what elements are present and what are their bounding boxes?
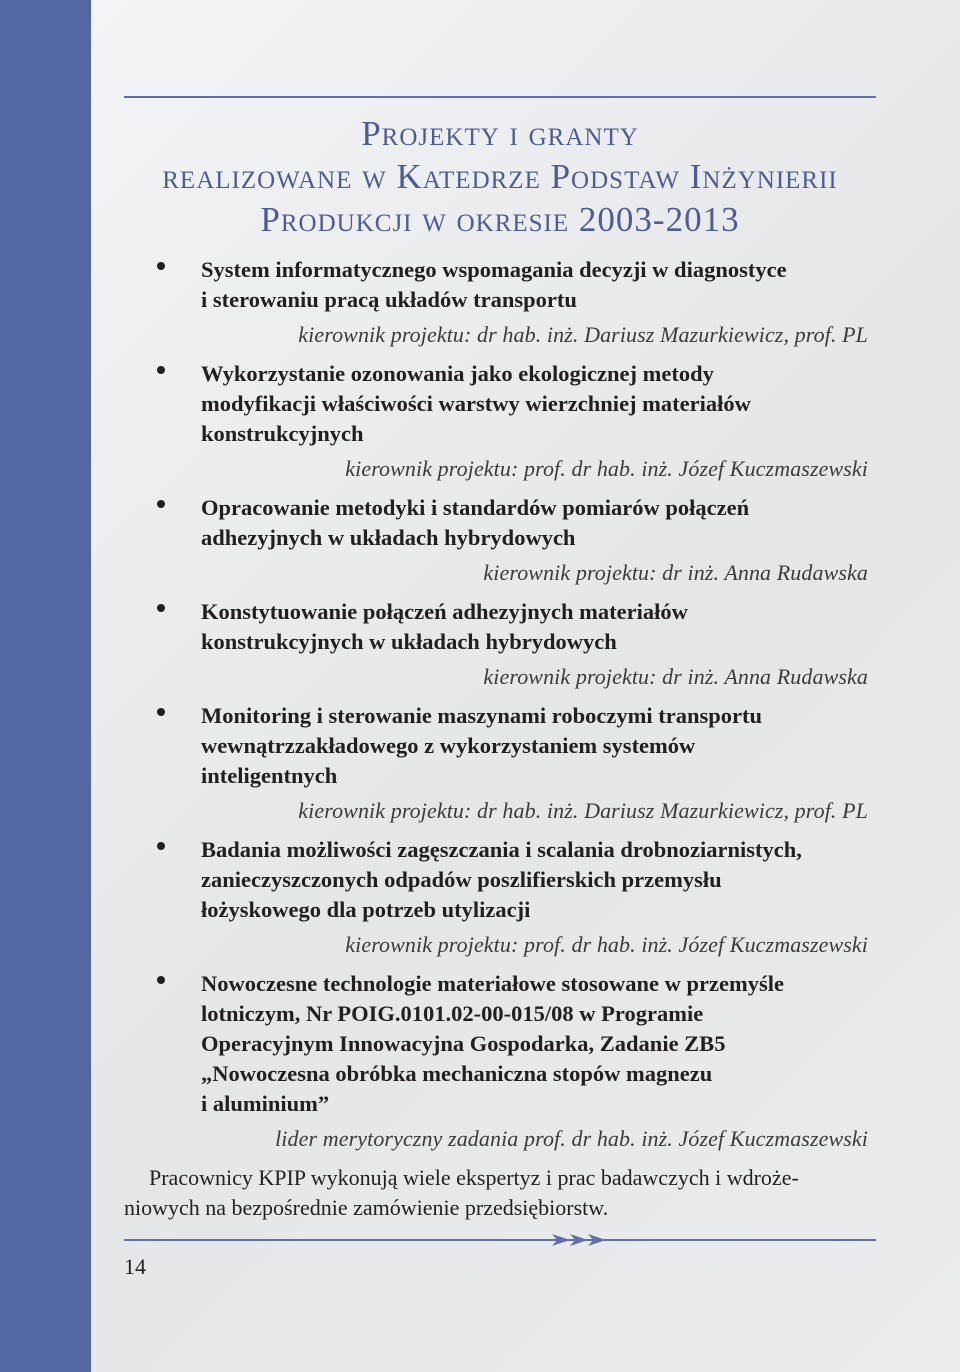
project-item [124,835,868,960]
project-item [124,969,868,1154]
bullet-dot-icon [157,708,165,716]
bullet-dot-icon [157,604,165,612]
side-color-bar [0,0,91,1372]
triple-arrow-icon [552,1234,606,1246]
summary-paragraph [124,1163,876,1223]
project-title: Badania możliwości zagęszczania i scalania drobnoziarnistych, zanieczyszczonych odpadów poszlifierskich przemysłu łożyskowego dla potrzeb utylizacji [201,837,802,922]
page-title [124,112,876,241]
project-leader: kierownik projektu: dr hab. inż. Dariusz Mazurkiewicz, prof. PL [298,322,868,347]
project-item [124,597,868,692]
project-title: Monitoring i sterowanie maszynami roboczymi transportu wewnątrzzakładowego z wykorzystaniem systemów inteligentnych [201,703,762,788]
project-item [124,359,868,484]
bullet-dot-icon [157,976,165,984]
project-title: System informatycznego wspomagania decyzji w diagnostyce i sterowaniu pracą układów transportu [201,257,787,312]
bullet-dot-icon [157,500,165,508]
bullet-dot-icon [157,842,165,850]
project-title: Wykorzystanie ozonowania jako ekologicznej metody modyfikacji właściwości warstwy wierzchniej materiałów konstrukcyjnych [201,361,751,446]
bottom-divider [124,1233,876,1247]
project-leader: kierownik projektu: dr inż. Anna Rudawska [483,560,868,585]
project-list [124,255,868,1163]
project-title: Opracowanie metodyki i standardów pomiarów połączeń adhezyjnych w układach hybrydowych [201,495,750,550]
project-title: Nowoczesne technologie materiałowe stosowane w przemyśle lotniczym, Nr POIG.0101.02-00-015/08 w Programie Operacyjnym Innowacyjna Gospodarka, Zadanie ZB5 „Nowoczesna obróbka mechaniczna stopów magnezu i aluminium” [201,971,784,1116]
title-line: Produkcji w okresie 2003-2013 [260,200,740,239]
project-leader: kierownik projektu: prof. dr hab. inż. Józef Kuczmaszewski [345,932,868,957]
project-item [124,701,868,826]
project-title: Konstytuowanie połączeń adhezyjnych materiałów konstrukcyjnych w układach hybrydowych [201,599,688,654]
project-leader: kierownik projektu: dr hab. inż. Dariusz Mazurkiewicz, prof. PL [298,798,868,823]
bullet-dot-icon [157,366,165,374]
top-divider [124,96,876,98]
project-item [124,255,868,350]
bullet-dot-icon [157,262,165,270]
summary-line: Pracownicy KPIP wykonują wiele ekspertyz i prac badawczych i wdroże- [149,1165,799,1190]
title-line: Projekty i granty [361,114,639,153]
title-line: realizowane w Katedrze Podstaw Inżynierii [162,157,838,196]
project-leader: lider merytoryczny zadania prof. dr hab. inż. Józef Kuczmaszewski [275,1126,868,1151]
project-item [124,493,868,588]
project-leader: kierownik projektu: dr inż. Anna Rudawska [483,664,868,689]
page-number: 14 [124,1254,146,1279]
summary-line: niowych na bezpośrednie zamówienie przedsiębiorstw. [124,1195,609,1220]
project-leader: kierownik projektu: prof. dr hab. inż. Józef Kuczmaszewski [345,456,868,481]
